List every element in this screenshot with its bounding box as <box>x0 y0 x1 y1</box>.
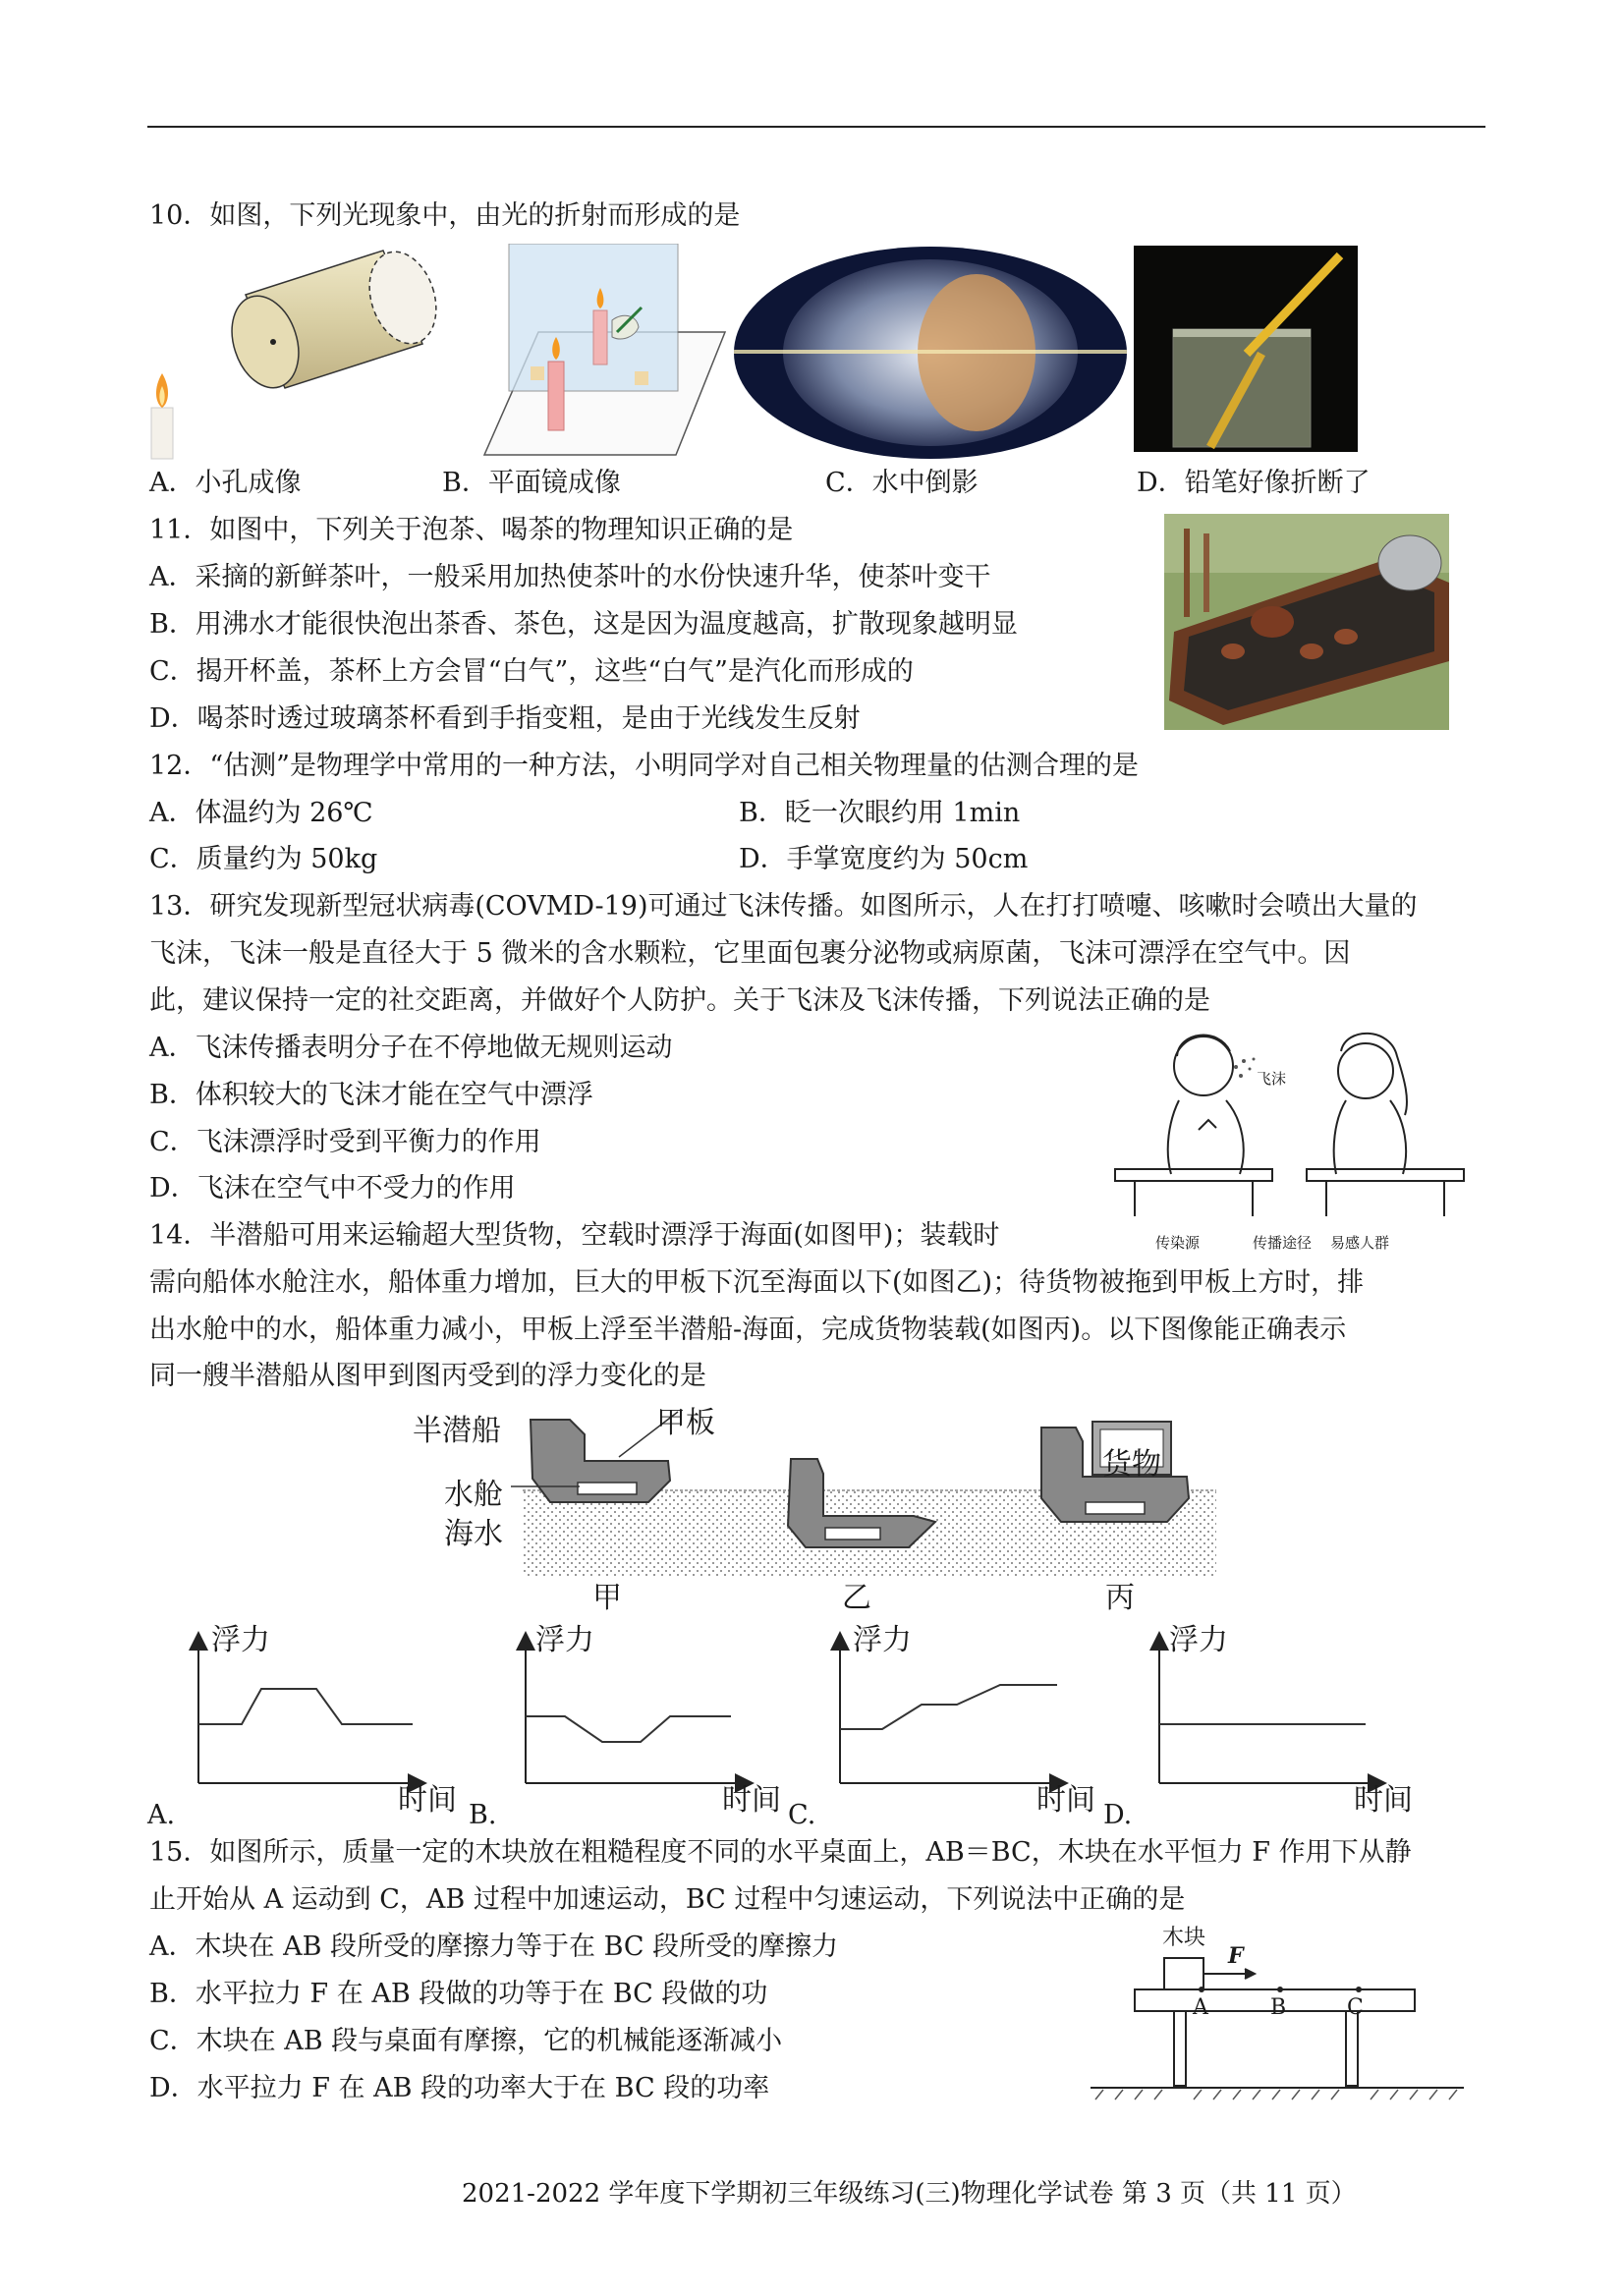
deck-label: 甲板 <box>656 1406 715 1440</box>
q13-option-d: D．飞沫在空气中不受力的作用 <box>149 1173 516 1204</box>
q10-option-b: B．平面镜成像 <box>442 468 621 498</box>
susceptible-crowd-label: 易感人群 <box>1330 1234 1390 1252</box>
q12-option-b: B．眨一次眼约用 1min <box>739 798 1021 828</box>
tea-set-photo <box>1164 514 1449 730</box>
q12-stem: 12．“估测”是物理学中常用的一种方法，小明同学对自己相关物理量的估测合理的是 <box>149 751 1139 781</box>
water-reflection-figure <box>731 244 1130 462</box>
infection-source-label: 传染源 <box>1155 1234 1201 1252</box>
graph-option-d: D. <box>1103 1800 1133 1830</box>
graph-option-b: B. <box>469 1800 497 1830</box>
graph-c-y-label: 浮力 <box>853 1623 912 1657</box>
graph-d-y-label: 浮力 <box>1169 1623 1228 1657</box>
q12-option-a: A．体温约为 26℃ <box>149 798 373 828</box>
q13-line-3: 此，建议保持一定的社交距离，并做好个人防护。关于飞沫及飞沫传播，下列说法正确的是 <box>149 985 1210 1016</box>
graph-option-c: C. <box>788 1800 816 1830</box>
droplet-label: 飞沫 <box>1257 1070 1287 1088</box>
q15-option-d: D．水平拉力 F 在 AB 段的功率大于在 BC 段的功率 <box>149 2073 770 2103</box>
q13-line-2: 飞沫，飞沫一般是直径大于 5 微米的含水颗粒，它里面包裹分泌物或病原菌，飞沫可漂浮在空气中。因 <box>149 938 1351 969</box>
q11-option-a: A．采摘的新鲜茶叶，一般采用加热使茶叶的水份快速升华，使茶叶变干 <box>149 562 991 592</box>
droplet-transmission-figure <box>1110 1022 1476 1236</box>
buoyancy-graphs <box>147 1623 1493 1822</box>
plane-mirror-figure <box>479 244 737 462</box>
q13-option-b: B．体积较大的飞沫才能在空气中漂浮 <box>149 1080 593 1110</box>
q10-option-d: D．铅笔好像折断了 <box>1137 468 1371 498</box>
sea-label: 海水 <box>444 1517 503 1551</box>
q15-option-c: C．木块在 AB 段与桌面有摩擦，它的机械能逐渐减小 <box>149 2026 783 2056</box>
transmission-route-label: 传播途径 <box>1253 1234 1313 1252</box>
block-on-table-figure <box>1086 1921 1488 2107</box>
graph-a-y-label: 浮力 <box>211 1623 270 1657</box>
point-b-label: B <box>1270 1995 1287 2020</box>
figure-bing-label: 丙 <box>1105 1581 1135 1615</box>
point-a-label: A <box>1193 1995 1208 2020</box>
q15-option-b: B．水平拉力 F 在 AB 段做的功等于在 BC 段做的功 <box>149 1979 768 2009</box>
page-footer: 2021-2022 学年度下学期初三年级练习(三)物理化学试卷 第 3 页（共 11 页） <box>462 2179 1357 2209</box>
graph-b-y-label: 浮力 <box>535 1623 594 1657</box>
q11-stem: 11．如图中，下列关于泡茶、喝茶的物理知识正确的是 <box>149 515 794 545</box>
q12-option-c: C．质量约为 50kg <box>149 844 378 874</box>
top-rule <box>147 126 1485 128</box>
q11-option-b: B．用沸水才能很快泡出茶香、茶色，这是因为温度越高，扩散现象越明显 <box>149 609 1018 640</box>
q15-line-2: 止开始从 A 运动到 C，AB 过程中加速运动，BC 过程中匀速运动，下列说法中正确的是 <box>149 1884 1186 1915</box>
q13-line-1: 13．研究发现新型冠状病毒(COVMD-19)可通过飞沫传播。如图所示，人在打打喷嚏、咳嗽时会喷出大量的 <box>149 891 1418 922</box>
point-c-label: C <box>1347 1995 1364 2020</box>
pinhole-camera-figure <box>147 241 442 462</box>
force-label: F <box>1228 1943 1244 1969</box>
q15-line-1: 15．如图所示，质量一定的木块放在粗糙程度不同的水平桌面上，AB＝BC，木块在水平恒力 F 作用下从静 <box>149 1837 1412 1868</box>
figure-yi-label: 乙 <box>842 1581 871 1615</box>
cargo-label: 货物 <box>1102 1447 1161 1482</box>
block-label: 木块 <box>1162 1926 1206 1950</box>
q13-option-a: A．飞沫传播表明分子在不停地做无规则运动 <box>149 1033 673 1063</box>
q10-option-c: C．水中倒影 <box>825 468 979 498</box>
q14-line-3: 出水舱中的水，船体重力减小，甲板上浮至半潜船-海面，完成货物装载(如图丙)。以下图像能正确表示 <box>149 1315 1347 1345</box>
q15-option-a: A．木块在 AB 段所受的摩擦力等于在 BC 段所受的摩擦力 <box>149 1932 839 1962</box>
q14-line-2: 需向船体水舱注水，船体重力增加，巨大的甲板下沉至海面以下(如图乙)；待货物被拖到甲板上方时，排 <box>149 1267 1365 1298</box>
figure-jia-label: 甲 <box>592 1581 622 1615</box>
q11-option-d: D．喝茶时透过玻璃茶杯看到手指变粗，是由于光线发生反射 <box>149 703 861 734</box>
q14-line-1: 14．半潜船可用来运输超大型货物，空载时漂浮于海面(如图甲)；装载时 <box>149 1220 1000 1251</box>
graph-option-a: A. <box>147 1800 176 1830</box>
tank-label: 水舱 <box>444 1478 503 1512</box>
q10-stem: 10．如图，下列光现象中，由光的折射而形成的是 <box>149 200 741 231</box>
q10-option-a: A．小孔成像 <box>149 468 302 498</box>
q14-line-4: 同一艘半潜船从图甲到图丙受到的浮力变化的是 <box>149 1361 706 1391</box>
semi-submersible-ship-figure <box>511 1400 1228 1596</box>
graph-a-x-label: 时间 <box>398 1783 457 1818</box>
pencil-in-water-figure <box>1134 246 1358 452</box>
q12-option-d: D．手掌宽度约为 50cm <box>739 844 1029 874</box>
graph-b-x-label: 时间 <box>722 1783 781 1818</box>
graph-c-x-label: 时间 <box>1036 1783 1095 1818</box>
q13-option-c: C．飞沫漂浮时受到平衡力的作用 <box>149 1127 541 1157</box>
graph-d-x-label: 时间 <box>1354 1783 1413 1818</box>
ship-label: 半潜船 <box>413 1414 501 1448</box>
q11-option-c: C．揭开杯盖，茶杯上方会冒“白气”，这些“白气”是汽化而形成的 <box>149 656 914 687</box>
